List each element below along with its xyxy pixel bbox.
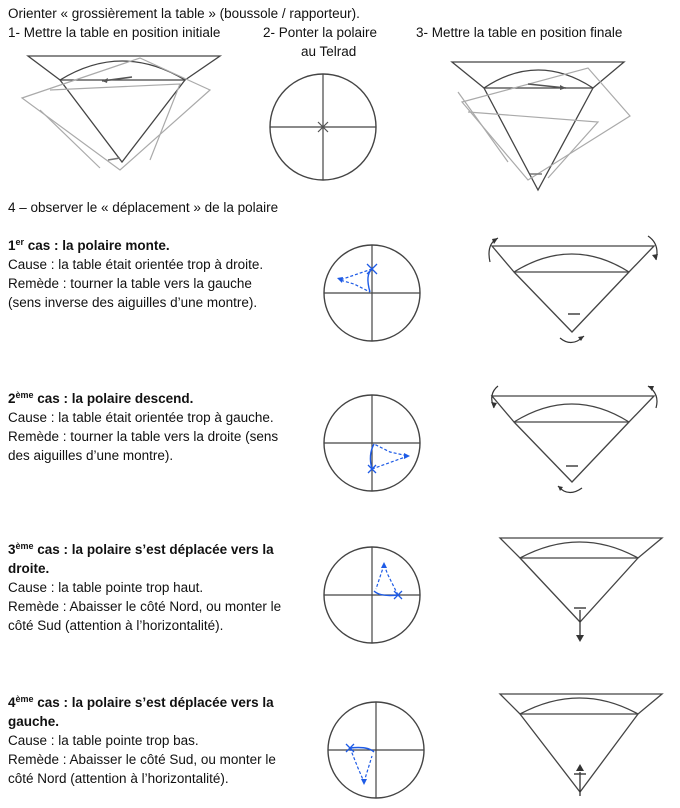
intro-text: Orienter « grossièrement la table » (boussole / rapporteur). <box>8 6 360 21</box>
case1-title: 1er cas : la polaire monte. <box>8 237 170 253</box>
case4-title: 4ème cas : la polaire s’est déplacée vers la <box>8 694 274 710</box>
step3-label: 3- Mettre la table en position finale <box>416 25 623 40</box>
case3-title: 3ème cas : la polaire s’est déplacée vers la <box>8 541 274 557</box>
reticle-case1 <box>322 243 422 343</box>
case1-remedy-cont: (sens inverse des aiguilles d’une montre). <box>8 295 258 310</box>
case4-remedy-cont: côté Nord (attention à l’horizontalité). <box>8 771 229 786</box>
table-case3-diagram <box>496 532 666 644</box>
table-case1-diagram <box>484 232 664 352</box>
case4-remedy: Remède : Abaisser le côté Sud, ou monter le <box>8 752 276 767</box>
step4-label: 4 – observer le « déplacement » de la polaire <box>8 200 279 215</box>
case1-cause: Cause : la table était orientée trop à droite. <box>8 257 264 272</box>
reticle-case4 <box>326 700 426 800</box>
reticle-case3 <box>322 545 422 645</box>
table-final-diagram <box>448 52 638 192</box>
case2-title: 2ème cas : la polaire descend. <box>8 390 194 406</box>
case3-remedy: Remède : Abaisser le côté Nord, ou monter le <box>8 599 282 614</box>
case3-title-cont: droite. <box>8 561 50 576</box>
table-case2-diagram <box>484 380 664 500</box>
table-case4-diagram <box>496 688 666 800</box>
case2-remedy-cont: des aiguilles d’une montre). <box>8 448 174 463</box>
table-initial-diagram <box>20 50 230 185</box>
case4-title-cont: gauche. <box>8 714 60 729</box>
reticle-step2 <box>268 72 378 182</box>
case3-cause: Cause : la table pointe trop haut. <box>8 580 204 595</box>
case3-remedy-cont: côté Sud (attention à l’horizontalité). <box>8 618 224 633</box>
case2-remedy: Remède : tourner la table vers la droite (sens <box>8 429 279 444</box>
step2-label-line2: au Telrad <box>301 44 357 59</box>
step2-label: 2- Ponter la polaire <box>263 25 378 40</box>
step1-label: 1- Mettre la table en position initiale <box>8 25 221 40</box>
reticle-case2 <box>322 393 422 493</box>
case2-cause: Cause : la table était orientée trop à gauche. <box>8 410 274 425</box>
case1-remedy: Remède : tourner la table vers la gauche <box>8 276 252 291</box>
case4-cause: Cause : la table pointe trop bas. <box>8 733 199 748</box>
